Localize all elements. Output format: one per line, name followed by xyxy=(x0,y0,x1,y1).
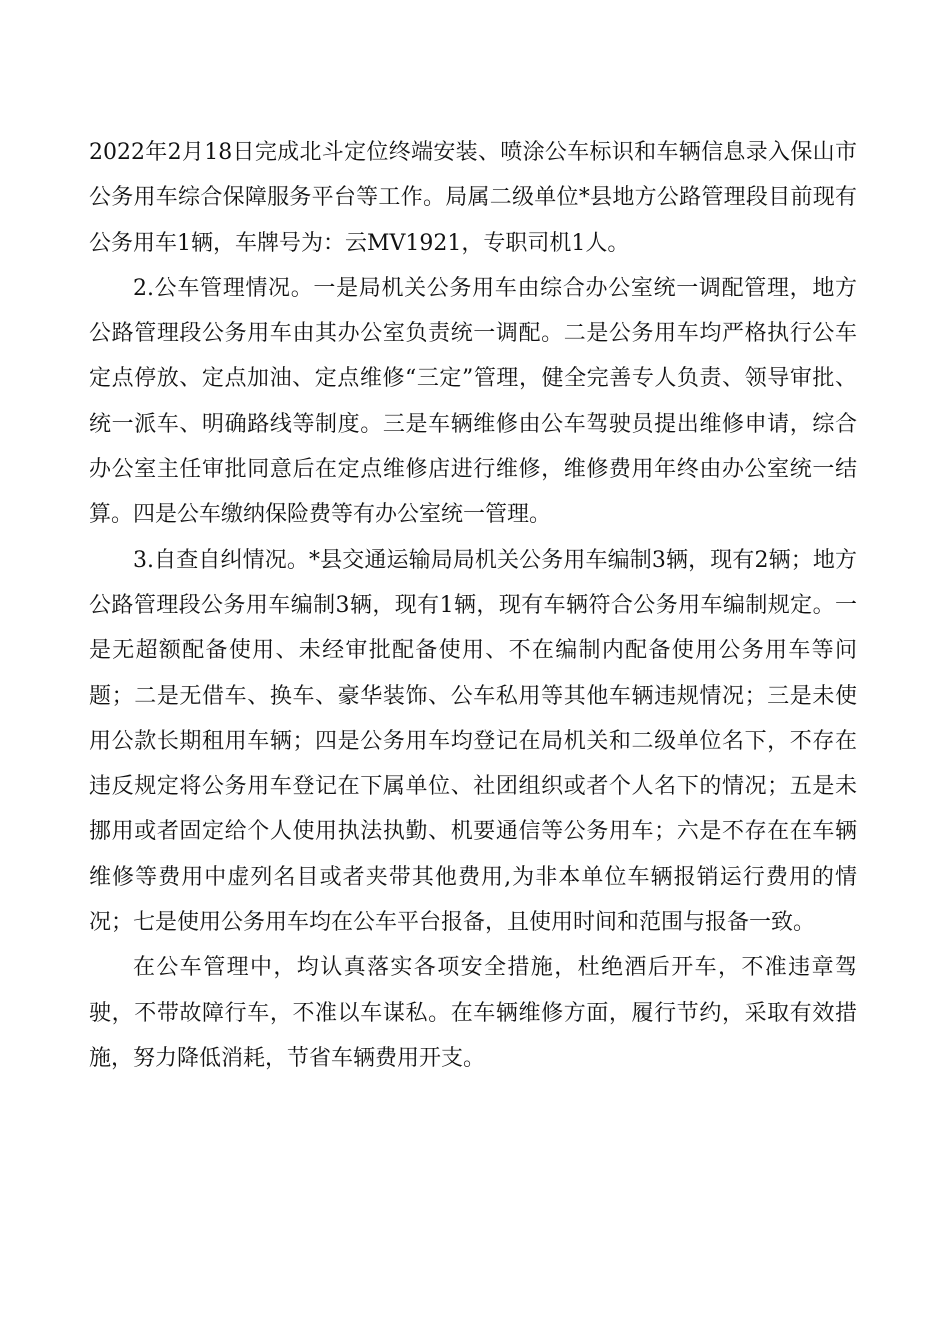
paragraph-self-inspection: 3.自查自纠情况。*县交通运输局局机关公务用车编制3辆，现有2辆；地方公路管理段公务用车编制3辆，现有1辆，现有车辆符合公务用车编制规定。一是无超额配备使用、未经审批配备使用、不在编制内配备使用公务用车等问题；二是无借车、换车、豪华装饰、公车私用等其他车辆违规情况；三是未使用公款长期租用车辆；四是公务用车均登记在局机关和二级单位名下，不存在违反规定将公务用车登记在下属单位、社团组织或者个人名下的情况；五是未挪用或者固定给个人使用执法执勤、机要通信等公务用车；六是不存在在车辆维修等费用中虚列名目或者夹带其他费用,为非本单位车辆报销运行费用的情况；七是使用公务用车均在公车平台报备，且使用时间和范围与报备一致。 xyxy=(89,547,857,936)
document-body xyxy=(89,130,857,1081)
paragraph-vehicle-registration: 2022年2月18日完成北斗定位终端安装、喷涂公车标识和车辆信息录入保山市公务用车综合保障服务平台等工作。局属二级单位*县地方公路管理段目前现有公务用车1辆，车牌号为：云MV1921，专职司机1人。 xyxy=(89,140,857,256)
paragraph-safety-measures: 在公车管理中，均认真落实各项安全措施，杜绝酒后开车，不准违章驾驶，不带故障行车，不准以车谋私。在车辆维修方面，履行节约，采取有效措施，努力降低消耗，节省车辆费用开支。 xyxy=(89,955,857,1071)
paragraph-vehicle-management: 2.公车管理情况。一是局机关公务用车由综合办公室统一调配管理，地方公路管理段公务用车由其办公室负责统一调配。二是公务用车均严格执行公车定点停放、定点加油、定点维修“三定”管理，健全完善专人负责、领导审批、统一派车、明确路线等制度。三是车辆维修由公车驾驶员提出维修申请，综合办公室主任审批同意后在定点维修店进行维修，维修费用年终由办公室统一结算。四是公车缴纳保险费等有办公室统一管理。 xyxy=(89,275,857,528)
